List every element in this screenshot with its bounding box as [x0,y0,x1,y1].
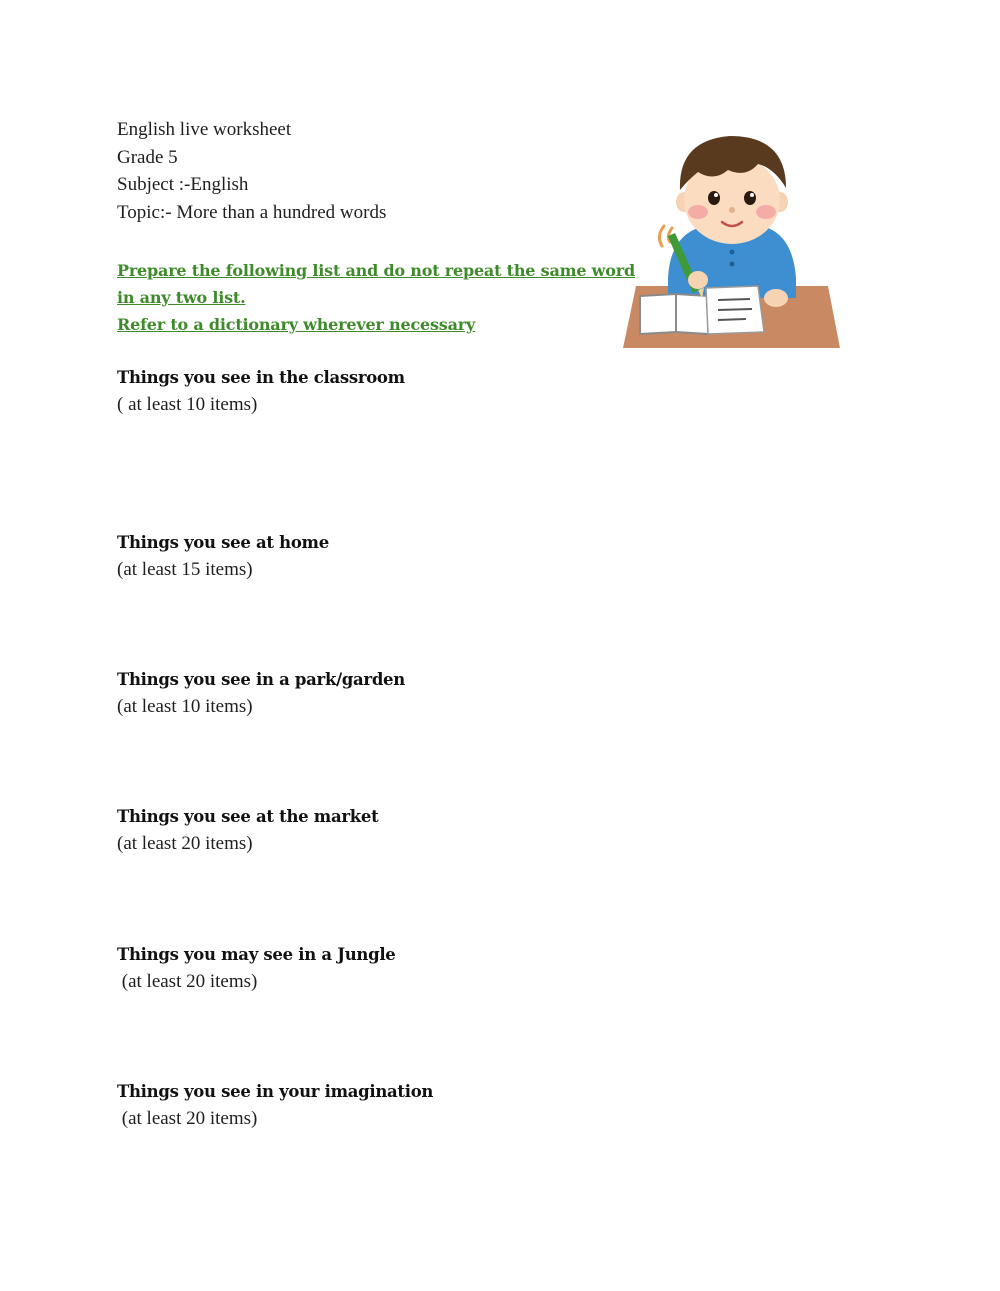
section-note: ( at least 10 items) [117,394,258,415]
section-note: (at least 10 items) [117,696,253,717]
section-title: Things you see in a park/garden [117,670,405,689]
grade-label: Grade 5 [117,147,178,168]
section-note: (at least 20 items) [117,833,253,854]
section-note: (at least 15 items) [117,559,253,580]
section-home [117,529,329,583]
section-title: Things you see at the market [117,807,379,826]
section-title: Things you may see in a Jungle [117,945,396,964]
section-title: Things you see in the classroom [117,368,405,387]
section-note: (at least 20 items) [117,971,258,992]
section-imagination [117,1078,433,1132]
instructions-block [117,257,635,338]
worksheet-title: English live worksheet [117,119,292,140]
section-park-garden [117,666,405,720]
section-market [117,803,378,857]
section-note: (at least 20 items) [117,1108,258,1129]
section-title: Things you see at home [117,533,329,552]
topic-label: Topic:- More than a hundred words [117,202,387,223]
section-classroom [117,364,405,418]
instruction-line-2: in any two list. [117,288,246,307]
subject-label: Subject :-English [117,174,249,195]
section-title: Things you see in your imagination [117,1082,434,1101]
boy-writing-at-desk-icon [618,128,846,354]
section-jungle [117,941,396,995]
instruction-line-1: Prepare the following list and do not repeat the same word [117,261,635,280]
instruction-line-3: Refer to a dictionary wherever necessary [117,315,476,334]
